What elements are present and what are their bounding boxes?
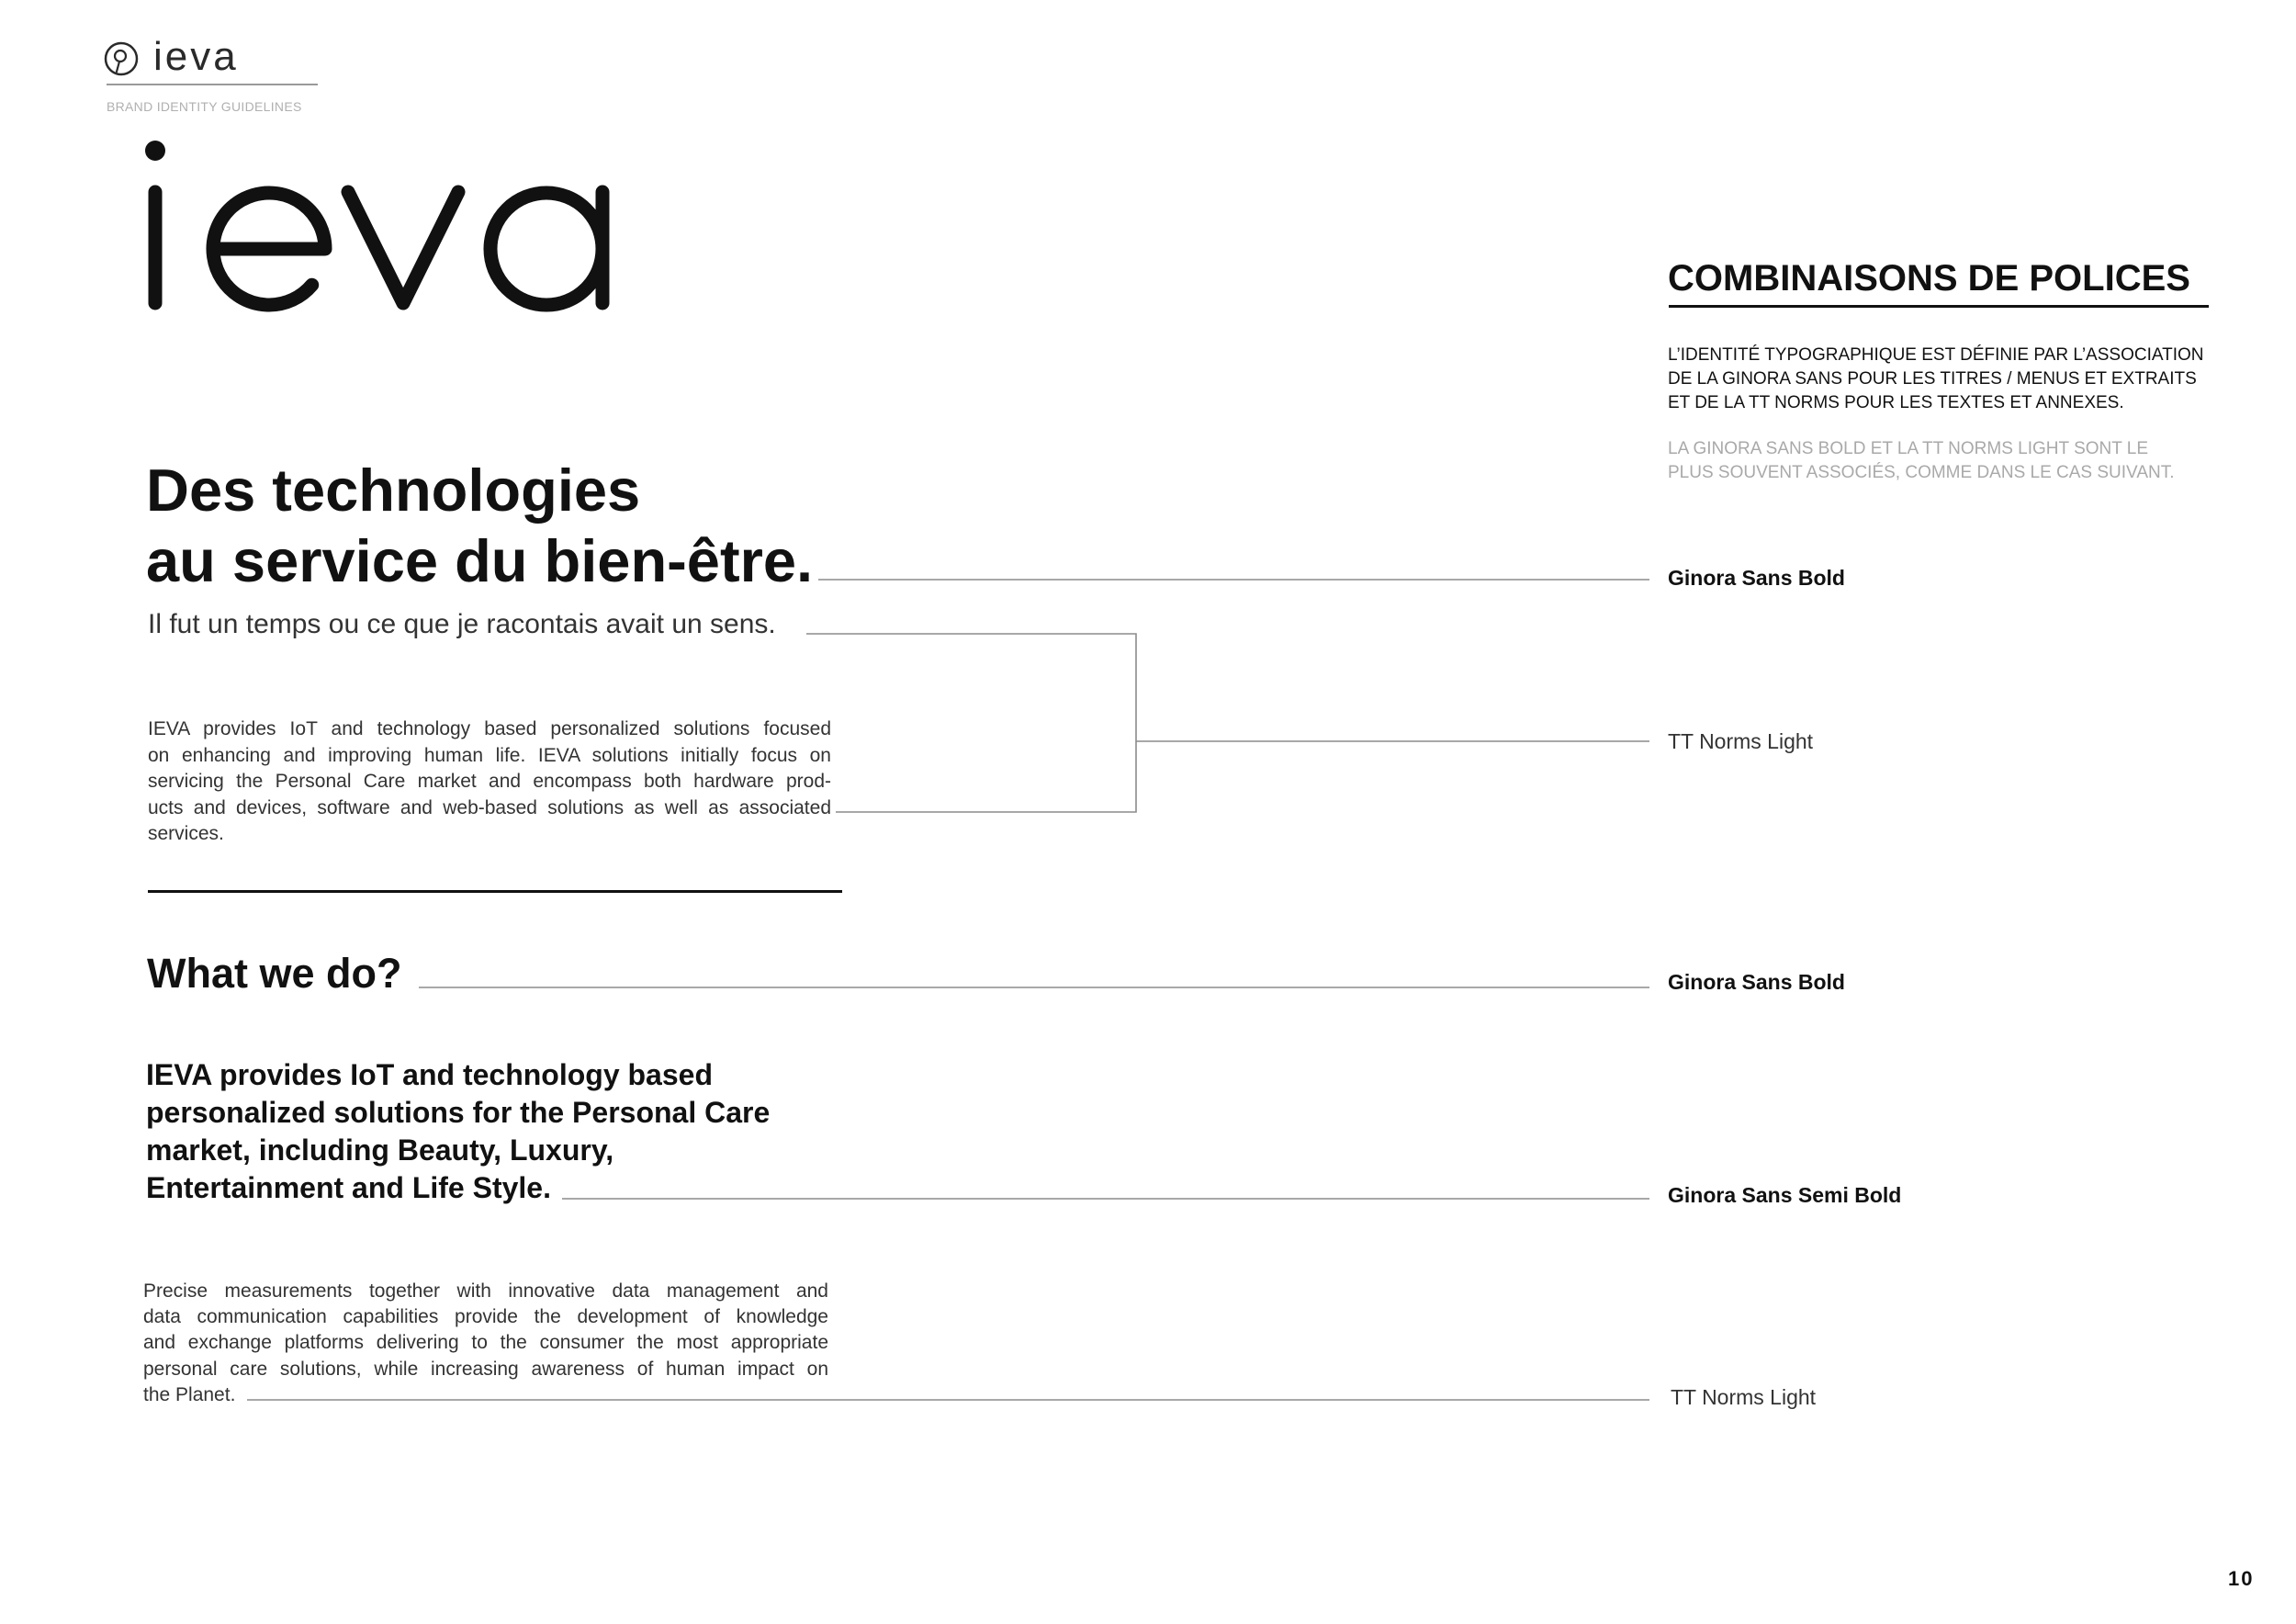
panel-title-underline (1669, 305, 2209, 308)
headline-line-1: Des technologies (146, 457, 641, 524)
font-label-body2: TT Norms Light (1671, 1385, 1817, 1409)
connector-bracket (806, 634, 1136, 812)
paragraph-line: servicing the Personal Care market and encompass both hardware prod- (148, 771, 831, 792)
paragraph-line: data communication capabilities provide the development of knowledge (143, 1306, 828, 1328)
panel-intro (1668, 344, 2204, 415)
lead-line: Entertainment and Life Style. (146, 1171, 551, 1204)
header-divider (107, 84, 318, 85)
paragraph-line: ucts and devices, software and web-based solutions as well as associated (148, 796, 831, 818)
paragraph-line: on enhancing and improving human life. IEVA solutions initially focus on (148, 744, 831, 766)
lead-line: IEVA provides IoT and technology based (146, 1058, 713, 1091)
detail-paragraph (143, 1279, 828, 1408)
lead-line: market, including Beauty, Luxury, (146, 1133, 614, 1167)
intro-line: ET DE LA TT NORMS POUR LES TEXTES ET ANNEXES. (1668, 393, 2124, 412)
tagline: Il fut un temps ou ce que je racontais avait un sens. (148, 609, 776, 639)
paragraph-line: Precise measurements together with innovative data management and (143, 1280, 828, 1302)
intro-line: L’IDENTITÉ TYPOGRAPHIQUE EST DÉFINIE PAR L’ASSOCIATION (1668, 345, 2204, 365)
subheading: What we do? (147, 950, 402, 997)
page-number: 10 (2228, 1567, 2255, 1590)
intro-paragraph (148, 716, 831, 848)
document-subtitle: BRAND IDENTITY GUIDELINES (107, 99, 302, 114)
note-line: LA GINORA SANS BOLD ET LA TT NORMS LIGHT SONT LE (1668, 439, 2149, 458)
font-label-subheading: Ginora Sans Bold (1668, 970, 1845, 994)
font-label-tagline-body: TT Norms Light (1668, 729, 1814, 753)
font-label-lead: Ginora Sans Semi Bold (1668, 1183, 1902, 1207)
section-divider (148, 890, 842, 893)
paragraph-line: services. (148, 823, 224, 844)
headline-line-2: au service du bien-être. (146, 527, 814, 594)
paragraph-line: and exchange platforms delivering to the consumer the most appropriate (143, 1332, 828, 1354)
paragraph-line: personal care solutions, while increasing awareness of human impact on (143, 1358, 828, 1380)
header-logo-text: ieva (153, 34, 239, 79)
font-label-headline: Ginora Sans Bold (1668, 566, 1845, 590)
intro-line: DE LA GINORA SANS POUR LES TITRES / MENUS ET EXTRAITS (1668, 369, 2197, 389)
lead-paragraph (146, 1056, 770, 1207)
panel-note (1668, 437, 2175, 485)
note-line: PLUS SOUVENT ASSOCIÉS, COMME DANS LE CAS SUIVANT. (1668, 463, 2175, 482)
lead-line: personalized solutions for the Personal Care (146, 1096, 771, 1129)
paragraph-line: the Planet. (143, 1383, 236, 1405)
panel-title: COMBINAISONS DE POLICES (1668, 258, 2190, 299)
paragraph-line: IEVA provides IoT and technology based personalized solutions focused (148, 718, 831, 739)
